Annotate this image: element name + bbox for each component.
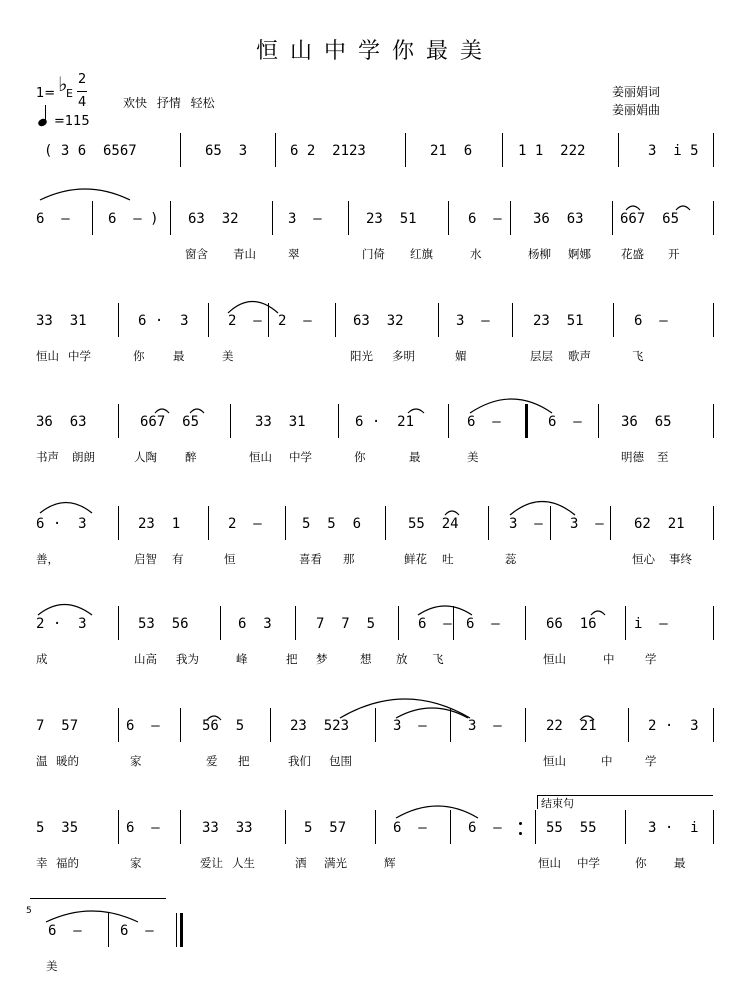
tempo-marking: =115 xyxy=(54,114,90,129)
lyric: 我为 xyxy=(176,652,199,666)
ending-label: 结束句 xyxy=(541,797,574,810)
measure-notes: 63 32 xyxy=(188,211,239,227)
measure-notes: 3 – xyxy=(468,718,502,734)
lyric: 你 xyxy=(354,450,366,464)
slur xyxy=(155,409,169,413)
lyric: 把 xyxy=(238,754,250,768)
measure-notes: 6 – xyxy=(120,923,154,939)
lyric: 蕊 xyxy=(505,552,517,566)
measure-notes: i – xyxy=(634,616,668,632)
flat-icon: ♭ xyxy=(58,72,68,96)
lyric: 家 xyxy=(130,754,142,768)
lyric: 把 xyxy=(286,652,298,666)
slur xyxy=(676,206,690,210)
slur xyxy=(40,503,92,514)
measure-notes: 21 6 xyxy=(430,143,473,159)
measure-notes: 6 – xyxy=(467,414,501,430)
measure-notes: 6 · 3 xyxy=(36,516,87,532)
lyric: 书声 xyxy=(36,450,59,464)
lyric: 温 xyxy=(36,754,48,768)
measure-notes: 6 – xyxy=(468,211,502,227)
composer-credit: 姜丽娟曲 xyxy=(612,103,661,117)
lyric: 包围 xyxy=(329,754,352,768)
measure-notes: 33 31 xyxy=(36,313,87,329)
lyric: 峰 xyxy=(236,652,248,666)
lyric: 最 xyxy=(409,450,421,464)
lyric: 中学 xyxy=(68,349,91,363)
lyric: 爱 xyxy=(206,754,218,768)
measure-notes: 7 7 5 xyxy=(316,616,376,632)
slur xyxy=(46,911,138,922)
measure-notes: 63 32 xyxy=(353,313,404,329)
slur xyxy=(580,716,594,720)
expression-marking: 欢快 抒情 轻松 xyxy=(123,96,215,110)
lyric: 翠 xyxy=(288,247,300,261)
lyric: 飞 xyxy=(432,652,444,666)
lyric: 你 xyxy=(133,349,145,363)
measure-notes: 23 1 xyxy=(138,516,181,532)
lyric: 启智 xyxy=(134,552,157,566)
lyric: 暖的 xyxy=(56,754,79,768)
lyric: 满光 xyxy=(324,856,347,870)
slur xyxy=(418,606,472,615)
time-signature-bottom: 4 xyxy=(78,95,87,110)
lyric: 明德 xyxy=(621,450,644,464)
measure-notes: 23 51 xyxy=(366,211,417,227)
slur xyxy=(510,502,575,516)
measure-notes: 3 i 5 xyxy=(648,143,699,159)
lyric: 婀娜 xyxy=(568,247,591,261)
measure-notes: 3 – xyxy=(393,718,427,734)
lyric: 多明 xyxy=(392,349,415,363)
lyric: 善， xyxy=(36,552,59,566)
lyric: 恒山 xyxy=(538,856,561,870)
measure-notes: 36 63 xyxy=(36,414,87,430)
slur xyxy=(38,605,92,616)
lyric: 中 xyxy=(603,652,615,666)
lyricist-credit: 姜丽娟词 xyxy=(612,85,661,99)
lyric: 福的 xyxy=(56,856,79,870)
measure-notes: 62 21 xyxy=(634,516,685,532)
measure-notes: 6 · 21 xyxy=(355,414,415,430)
lyric: 辉 xyxy=(384,856,396,870)
lyric: 幸 xyxy=(36,856,48,870)
repeat-dot xyxy=(519,822,522,825)
lyric: 人生 xyxy=(232,856,255,870)
measure-notes: 3 · i xyxy=(648,820,699,836)
slur xyxy=(626,206,640,210)
lyric: 中学 xyxy=(289,450,312,464)
repeat-dot xyxy=(519,832,522,835)
measure-notes: 33 31 xyxy=(255,414,306,430)
lyric: 喜看 xyxy=(299,552,322,566)
measure-notes: 3 – xyxy=(509,516,543,532)
slur xyxy=(207,716,221,720)
lyric: 吐 xyxy=(442,552,454,566)
measure-notes: 6 – xyxy=(36,211,70,227)
measure-notes: 6 – xyxy=(634,313,668,329)
measure-notes: 23 523 xyxy=(290,718,350,734)
time-signature-top: 2 xyxy=(78,72,87,87)
measure-notes: 66 16 xyxy=(546,616,597,632)
lyric: 人陶 xyxy=(134,450,157,464)
measure-notes: 6 – xyxy=(48,923,82,939)
lyric: 中学 xyxy=(577,856,600,870)
lyric: 有 xyxy=(172,552,184,566)
slur xyxy=(396,806,478,818)
measure-notes: 22 21 xyxy=(546,718,597,734)
measure-notes: 6 – xyxy=(126,820,160,836)
measure-notes: 667 65 xyxy=(620,211,680,227)
measure-notes: 7 57 xyxy=(36,718,79,734)
measure-notes: 2 – xyxy=(278,313,312,329)
measure-notes: 6 – xyxy=(468,820,502,836)
lyric: 山高 xyxy=(134,652,157,666)
slur xyxy=(408,409,424,413)
lyric: 放 xyxy=(396,652,408,666)
lyric: 成 xyxy=(36,652,48,666)
measure-notes: 6 2 2123 xyxy=(290,143,366,159)
measure-notes: 6 – ) xyxy=(108,211,159,227)
measure-notes: 56 5 xyxy=(202,718,245,734)
lyric: 想 xyxy=(360,652,372,666)
lyric: 至 xyxy=(657,450,669,464)
measure-notes: 3 – xyxy=(456,313,490,329)
lyric: 恒山 xyxy=(249,450,272,464)
lyric: 恒山 xyxy=(36,349,59,363)
measure-notes: 6 · 3 xyxy=(138,313,189,329)
measure-notes: 3 – xyxy=(288,211,322,227)
lyric: 梦 xyxy=(316,652,328,666)
measure-notes: 6 3 xyxy=(238,616,272,632)
measure-notes: 53 56 xyxy=(138,616,189,632)
song-title: 恒山中学你最美 xyxy=(255,39,494,64)
measure-notes: 2 – xyxy=(228,516,262,532)
lyric: 媚 xyxy=(455,349,467,363)
lyric: 窗含 xyxy=(185,247,208,261)
slur xyxy=(470,399,552,413)
measure-notes: 65 3 xyxy=(205,143,248,159)
lyric: 飞 xyxy=(632,349,644,363)
lyric: 美 xyxy=(222,349,234,363)
measure-notes: 23 51 xyxy=(533,313,584,329)
measure-notes: 6 – xyxy=(466,616,500,632)
lyric: 最 xyxy=(173,349,185,363)
slur xyxy=(591,611,605,615)
lyric: 开 xyxy=(668,247,680,261)
lyric: 恒山 xyxy=(543,652,566,666)
slur xyxy=(340,699,470,718)
lyric: 美 xyxy=(46,959,58,973)
lyric: 歌声 xyxy=(568,349,591,363)
slur xyxy=(228,302,278,314)
lyric: 学 xyxy=(645,652,657,666)
measure-notes: 5 57 xyxy=(304,820,347,836)
lyric: 水 xyxy=(470,247,482,261)
lyric: 鲜花 xyxy=(404,552,427,566)
lyric: 青山 xyxy=(233,247,256,261)
measure-notes: 3 – xyxy=(570,516,604,532)
lyric: 醉 xyxy=(185,450,197,464)
measure-notes: 5 5 6 xyxy=(302,516,362,532)
lyric: 美 xyxy=(467,450,479,464)
lyric: 阳光 xyxy=(350,349,373,363)
measure-notes: 6 – xyxy=(393,820,427,836)
slur xyxy=(445,511,459,515)
measure-notes: 33 33 xyxy=(202,820,253,836)
lyric: 你 xyxy=(635,856,647,870)
measure-notes: 6 – xyxy=(548,414,582,430)
measure-notes: 55 24 xyxy=(408,516,459,532)
lyric: 朗朗 xyxy=(72,450,95,464)
lyric: 事终 xyxy=(669,552,692,566)
measure-notes: 5 35 xyxy=(36,820,79,836)
lyric: 最 xyxy=(674,856,686,870)
measure-notes: 55 55 xyxy=(546,820,597,836)
lyric: 恒心 xyxy=(632,552,655,566)
measure-notes: 6 – xyxy=(126,718,160,734)
measure-notes: 36 65 xyxy=(621,414,672,430)
lyric: 那 xyxy=(343,552,355,566)
lyric: 层层 xyxy=(530,349,553,363)
lyric: 恒 xyxy=(224,552,236,566)
lyric: 门倚 xyxy=(362,247,385,261)
lyric: 中 xyxy=(601,754,613,768)
lyric: 爱让 xyxy=(200,856,223,870)
measure-notes: 2 – xyxy=(228,313,262,329)
measure-notes: 2 · 3 xyxy=(648,718,699,734)
measure-notes: 36 63 xyxy=(533,211,584,227)
lyric: 家 xyxy=(130,856,142,870)
key-signature-note: E xyxy=(66,87,73,100)
measure-notes: 1 1 222 xyxy=(518,143,586,159)
measure-notes: 6 – xyxy=(418,616,452,632)
slur xyxy=(396,708,468,718)
slur xyxy=(40,189,130,200)
slur xyxy=(190,409,204,413)
lyric: 红旗 xyxy=(410,247,433,261)
measure-notes: ( 3 6 6567 xyxy=(44,143,137,159)
measure-notes: 667 65 xyxy=(140,414,200,430)
lyric: 杨柳 xyxy=(528,247,551,261)
measure-notes: 2 · 3 xyxy=(36,616,87,632)
lyric: 学 xyxy=(645,754,657,768)
lyric: 恒山 xyxy=(543,754,566,768)
lyric: 洒 xyxy=(295,856,307,870)
lyric: 我们 xyxy=(288,754,311,768)
key-signature-prefix: 1= xyxy=(36,86,56,101)
ending-number: 5 xyxy=(26,906,32,916)
lyric: 花盛 xyxy=(621,247,644,261)
